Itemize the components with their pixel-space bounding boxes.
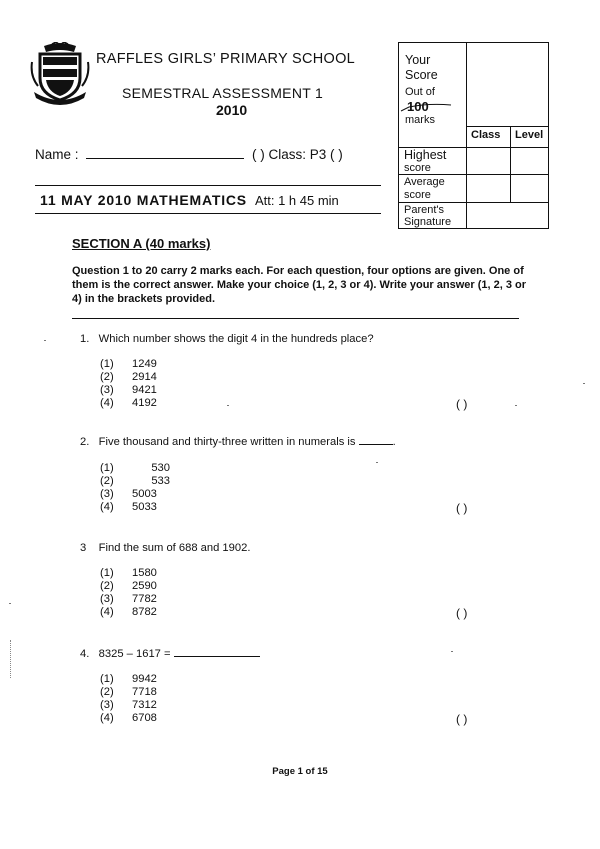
question-text: Five thousand and thirty-three written in numerals is — [98, 436, 356, 448]
assessment-title: SEMESTRAL ASSESSMENT 1 — [122, 85, 324, 101]
question-text: 8325 – 1617 = — [98, 648, 171, 660]
question-2: 2. Five thousand and thirty-three written in numerals is . — [80, 436, 396, 448]
date-subject: 11 MAY 2010 MATHEMATICS — [40, 192, 247, 208]
assessment-year: 2010 — [216, 102, 248, 118]
answer-bracket-2[interactable]: ( ) — [456, 501, 468, 515]
answer-bracket-4[interactable]: ( ) — [456, 712, 468, 726]
score-table — [398, 42, 549, 229]
total-marks: 100 — [407, 99, 429, 114]
divider-bottom — [35, 213, 381, 214]
handwritten-stroke — [399, 99, 463, 115]
section-title: SECTION A (40 marks) — [72, 236, 211, 251]
scan-speck — [515, 405, 517, 406]
question-3 — [80, 542, 250, 554]
q3-options: (1) 1580 (2) 2590 (3) 7782 (4) 8782 — [100, 567, 157, 618]
scan-speck — [451, 651, 453, 652]
highest-label: Highest — [404, 148, 447, 162]
question-number: 4. — [80, 648, 90, 660]
name-label: Name : — [35, 147, 79, 162]
signature-label: Signature — [404, 216, 452, 228]
question-4 — [80, 648, 260, 660]
level-column-header: Level — [515, 129, 544, 141]
section-instructions: Question 1 to 20 carry 2 marks each. For each question, four options are given. One of them is the correct answer. Make your choice (1, 2, 3 or 4). Write your answer (1, 2, 3 or 4) in the brackets provided. — [72, 265, 527, 305]
out-of-label: Out of — [405, 86, 435, 98]
name-class-line — [35, 146, 343, 162]
average-label: Average — [404, 176, 445, 188]
question-number: 3 — [80, 542, 87, 554]
class-label: ( ) Class: P3 ( ) — [252, 147, 343, 162]
average-sub: score — [404, 189, 431, 201]
question-number: 2. — [80, 436, 90, 448]
question-text: Find the sum of 688 and 1902. — [98, 542, 251, 554]
scan-margin-mark — [10, 640, 12, 678]
scan-speck — [376, 462, 378, 463]
date-subject-line — [40, 192, 339, 208]
scan-speck — [44, 340, 46, 341]
class-column-header: Class — [471, 129, 501, 141]
name-field[interactable] — [86, 146, 244, 159]
question-text: Which number shows the digit 4 in the hundreds place? — [98, 333, 374, 345]
page-number: Page 1 of 15 — [272, 766, 328, 777]
school-name: RAFFLES GIRLS’ PRIMARY SCHOOL — [96, 51, 356, 67]
divider-section — [72, 318, 519, 319]
question-1 — [80, 333, 374, 345]
answer-blank — [174, 656, 260, 657]
question-number: 1. — [80, 333, 90, 345]
marks-label: marks — [405, 114, 435, 126]
school-crest-logo — [30, 42, 90, 106]
q4-options: (1) 9942 (2) 7718 (3) 7312 (4) 6708 — [100, 673, 157, 724]
parent-label: Parent's — [404, 204, 445, 216]
q2-options: (1) 530 (2) 533 (3) 5003 (4) 5033 — [100, 462, 170, 513]
highest-sub: score — [404, 162, 431, 174]
duration: Att: 1 h 45 min — [254, 193, 339, 208]
divider-top — [35, 185, 381, 186]
scan-speck — [227, 405, 229, 406]
answer-bracket-3[interactable]: ( ) — [456, 606, 468, 620]
q1-options: (1) 1249 (2) 2914 (3) 9421 (4) 4192 — [100, 358, 157, 409]
scan-speck — [9, 603, 11, 604]
your-score-label: Your Score — [405, 53, 438, 82]
answer-blank — [359, 444, 393, 445]
answer-bracket-1[interactable]: ( ) — [456, 397, 468, 411]
scan-speck — [583, 383, 585, 384]
